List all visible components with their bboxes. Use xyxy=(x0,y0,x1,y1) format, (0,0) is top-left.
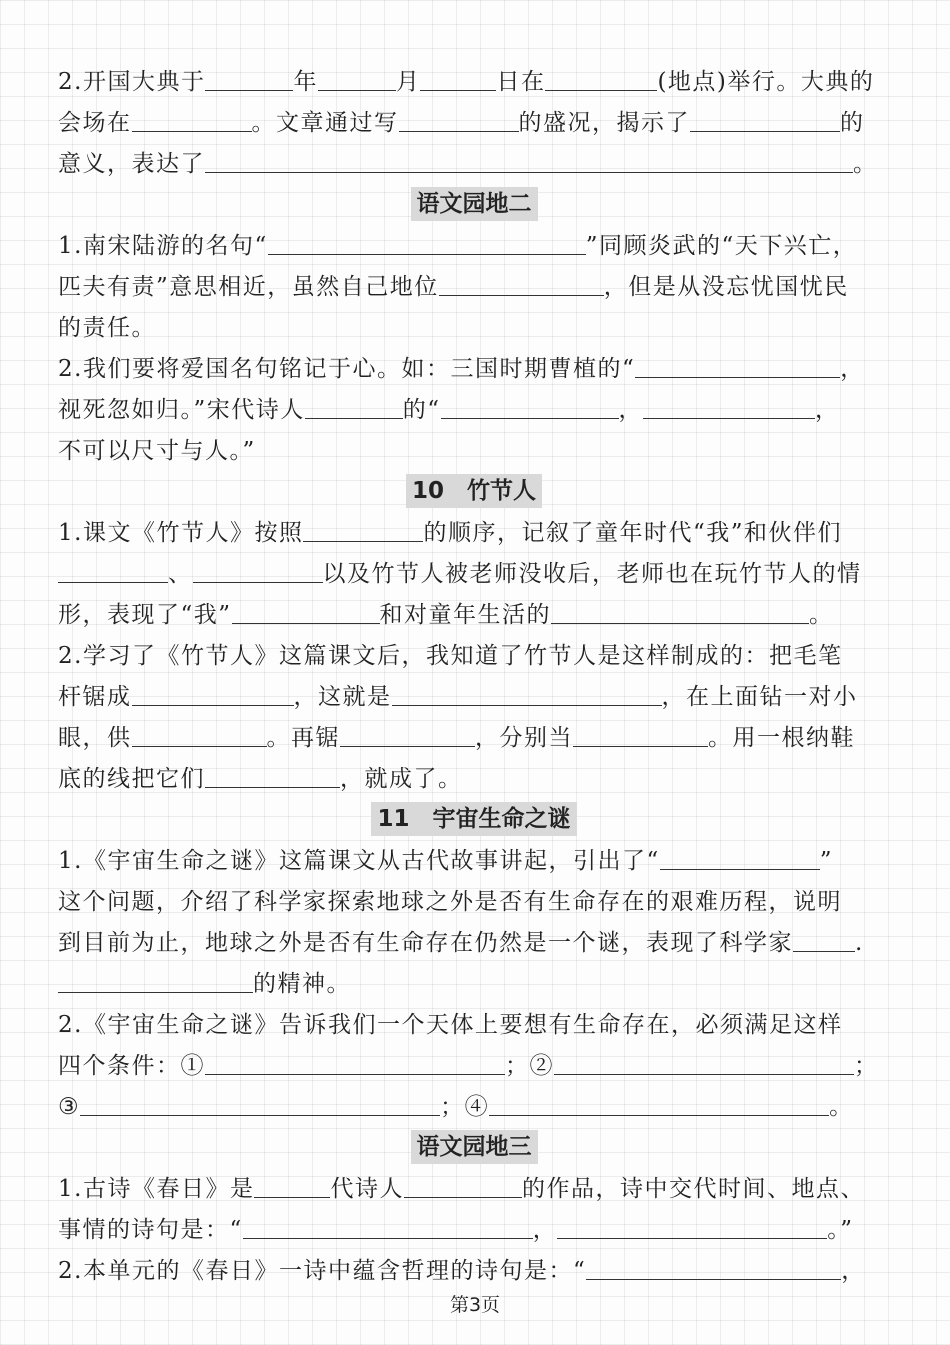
fill-blank[interactable] xyxy=(318,62,396,91)
fill-blank[interactable] xyxy=(420,62,496,91)
fill-blank[interactable] xyxy=(545,62,657,91)
section-heading: 语文园地三 xyxy=(411,1130,538,1164)
fill-blank[interactable] xyxy=(793,923,855,952)
text-line: 2.本单元的《春日》一诗中蕴含哲理的诗句是：“ ， xyxy=(58,1251,890,1292)
fill-blank[interactable] xyxy=(340,718,475,747)
text-line: 1.南宋陆游的名句“ ”同顾炎武的“天下兴亡， xyxy=(58,226,890,267)
text-line: 这个问题，介绍了科学家探索地球之外是否有生命存在的艰难历程，说明 xyxy=(58,889,842,915)
fill-blank[interactable] xyxy=(551,595,809,624)
fill-blank[interactable] xyxy=(441,390,619,419)
fill-blank[interactable] xyxy=(404,1169,522,1198)
text-line: 到目前为止，地球之外是否有生命存在仍然是一个谜，表现了科学家 . xyxy=(58,923,890,964)
fill-blank[interactable] xyxy=(690,103,840,132)
text-line: 2.《宇宙生命之谜》告诉我们一个天体上要想有生命存在，必须满足这样 xyxy=(58,1012,843,1038)
section-heading: 语文园地二 xyxy=(411,187,538,221)
fill-blank[interactable] xyxy=(58,554,168,583)
section-heading: 10 竹节人 xyxy=(406,474,542,508)
text-line: 不可以尺寸与人。” xyxy=(58,438,256,464)
section-heading-row xyxy=(58,1128,890,1169)
fill-blank[interactable] xyxy=(193,554,323,583)
text-line: 2.学习了《竹节人》这篇课文后，我知道了竹节人是这样制成的：把毛笔 xyxy=(58,643,843,669)
text-line: 、 以及竹节人被老师没收后，老师也在玩竹节人的情 xyxy=(58,554,890,595)
text-line: 视死忽如归。”宋代诗人 的“ ， ， xyxy=(58,390,890,431)
text-line: 眼，供 。再锯 ，分别当 。用一根纳鞋 xyxy=(58,718,890,759)
fill-blank[interactable] xyxy=(132,677,294,706)
text-line: 1.课文《竹节人》按照 的顺序，记叙了童年时代“我”和伙伴们 xyxy=(58,513,890,554)
fill-blank[interactable] xyxy=(205,759,340,788)
fill-blank[interactable] xyxy=(635,349,840,378)
fill-blank[interactable] xyxy=(643,390,815,419)
section-heading-row xyxy=(58,185,890,226)
fill-blank[interactable] xyxy=(132,103,252,132)
text-line: 会场在 。文章通过写 的盛况，揭示了 的 xyxy=(58,103,890,144)
text-line: 底的线把它们 ，就成了。 xyxy=(58,759,890,800)
text-line: 意义，表达了 。 xyxy=(58,144,890,185)
fill-blank[interactable] xyxy=(557,1210,827,1239)
text-line: 2.我们要将爱国名句铭记于心。如：三国时期曹植的“ ， xyxy=(58,349,890,390)
fill-blank[interactable] xyxy=(268,226,586,255)
fill-blank[interactable] xyxy=(554,1046,854,1075)
fill-blank[interactable] xyxy=(303,513,423,542)
worksheet-page xyxy=(58,62,890,1292)
section-heading: 11 宇宙生命之谜 xyxy=(371,802,576,836)
text-line: 形，表现了“我” 和对童年生活的 。 xyxy=(58,595,890,636)
text-line: 杆锯成 ，这就是 ，在上面钻一对小 xyxy=(58,677,890,718)
text-line: 2.开国大典于 年 月 日在 (地点)举行。大典的 xyxy=(58,62,890,103)
fill-blank[interactable] xyxy=(586,1251,841,1280)
text-line: 的精神。 xyxy=(58,964,890,1005)
fill-blank[interactable] xyxy=(489,1087,829,1116)
fill-blank[interactable] xyxy=(205,62,293,91)
text-line: 1.《宇宙生命之谜》这篇课文从古代故事讲起，引出了“ ” xyxy=(58,841,890,882)
fill-blank[interactable] xyxy=(305,390,403,419)
text-line: 的责任。 xyxy=(58,315,156,341)
fill-blank[interactable] xyxy=(573,718,708,747)
section-heading-row xyxy=(58,800,890,841)
fill-blank[interactable] xyxy=(660,841,820,870)
page-number: 第3页 xyxy=(449,1294,501,1316)
fill-blank[interactable] xyxy=(132,718,267,747)
fill-blank[interactable] xyxy=(243,1210,533,1239)
fill-blank[interactable] xyxy=(399,103,519,132)
fill-blank[interactable] xyxy=(232,595,380,624)
text-line: 1.古诗《春日》是 代诗人 的作品，诗中交代时间、地点、 xyxy=(58,1169,890,1210)
fill-blank[interactable] xyxy=(254,1169,330,1198)
text-line: ③ ；④ 。 xyxy=(58,1087,890,1128)
text-line: 匹夫有责”意思相近，虽然自己地位 ，但是从没忘忧国忧民 xyxy=(58,267,890,308)
fill-blank[interactable] xyxy=(439,267,604,296)
fill-blank[interactable] xyxy=(392,677,662,706)
fill-blank[interactable] xyxy=(205,144,853,173)
fill-blank[interactable] xyxy=(80,1087,440,1116)
fill-blank[interactable] xyxy=(58,964,253,993)
text-line: 四个条件：① ；② ； xyxy=(58,1046,890,1087)
fill-blank[interactable] xyxy=(205,1046,505,1075)
text-line: 事情的诗句是：“ ， 。” xyxy=(58,1210,890,1251)
section-heading-row xyxy=(58,472,890,513)
